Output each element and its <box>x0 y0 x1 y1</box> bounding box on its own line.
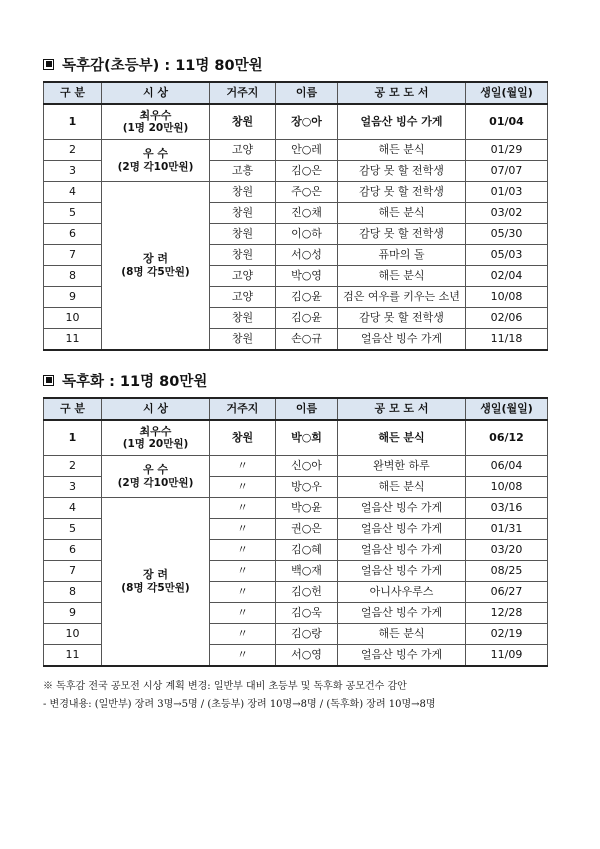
name-cell: 김○헌 <box>276 582 338 603</box>
book-cell: 얼음산 빙수 가게 <box>338 645 466 667</box>
book-cell: 감당 못 할 전학생 <box>338 161 466 182</box>
award-prize: (2명 각10만원) <box>117 476 194 489</box>
region-cell: 고양 <box>210 287 276 308</box>
birthday-cell: 12/28 <box>466 603 548 624</box>
awards-table <box>43 81 548 351</box>
name-cell: 손○규 <box>276 329 338 351</box>
birthday-cell: 10/08 <box>466 477 548 498</box>
name-cell: 김○은 <box>276 161 338 182</box>
award-label: 장 려 <box>142 252 169 266</box>
row-number: 6 <box>44 224 102 245</box>
square-bullet-icon <box>43 375 54 386</box>
birthday-cell: 05/30 <box>466 224 548 245</box>
section-title-text: 독후감(초등부) : 11명 80만원 <box>62 57 263 74</box>
award-cell-excellent <box>102 456 210 498</box>
name-cell: 서○성 <box>276 245 338 266</box>
book-cell: 얼음산 빙수 가게 <box>338 329 466 351</box>
birthday-cell: 03/20 <box>466 540 548 561</box>
book-cell: 감당 못 할 전학생 <box>338 308 466 329</box>
birthday-cell: 01/29 <box>466 140 548 161</box>
name-cell: 백○재 <box>276 561 338 582</box>
award-cell-excellent <box>102 140 210 182</box>
row-number: 11 <box>44 329 102 351</box>
row-number: 6 <box>44 540 102 561</box>
book-cell: 해든 분식 <box>338 140 466 161</box>
region-cell: 고흥 <box>210 161 276 182</box>
birthday-cell: 03/16 <box>466 498 548 519</box>
book-cell: 해든 분식 <box>338 624 466 645</box>
row-number: 3 <box>44 161 102 182</box>
col-header-birthday: 생일(월일) <box>466 82 548 104</box>
row-number: 7 <box>44 245 102 266</box>
book-cell: 감당 못 할 전학생 <box>338 182 466 203</box>
region-cell: 〃 <box>210 561 276 582</box>
region-cell: 〃 <box>210 519 276 540</box>
header-row <box>44 82 548 104</box>
row-number: 11 <box>44 645 102 667</box>
row-number: 10 <box>44 624 102 645</box>
col-header-award: 시 상 <box>102 82 210 104</box>
footnote <box>43 678 563 714</box>
name-cell: 김○윤 <box>276 287 338 308</box>
birthday-cell: 06/04 <box>466 456 548 477</box>
book-cell: 감당 못 할 전학생 <box>338 224 466 245</box>
name-cell: 안○레 <box>276 140 338 161</box>
region-cell: 〃 <box>210 477 276 498</box>
award-cell-encourage <box>102 498 210 667</box>
name-cell: 김○혜 <box>276 540 338 561</box>
col-header-name: 이름 <box>276 82 338 104</box>
table-row <box>44 498 548 519</box>
region-cell: 고양 <box>210 266 276 287</box>
row-number: 10 <box>44 308 102 329</box>
book-cell: 얼음산 빙수 가게 <box>338 540 466 561</box>
award-cell-top <box>102 420 210 456</box>
birthday-cell: 08/25 <box>466 561 548 582</box>
row-number: 3 <box>44 477 102 498</box>
book-cell: 얼음산 빙수 가게 <box>338 519 466 540</box>
birthday-cell: 06/12 <box>466 420 548 456</box>
birthday-cell: 11/09 <box>466 645 548 667</box>
award-label: 최우수 <box>139 424 172 438</box>
name-cell: 주○은 <box>276 182 338 203</box>
book-cell: 해든 분식 <box>338 203 466 224</box>
award-label: 우 수 <box>142 147 169 161</box>
book-cell: 얼음산 빙수 가게 <box>338 498 466 519</box>
name-cell: 서○영 <box>276 645 338 667</box>
row-number: 7 <box>44 561 102 582</box>
name-cell: 박○윤 <box>276 498 338 519</box>
name-cell: 이○하 <box>276 224 338 245</box>
region-cell: 창원 <box>210 182 276 203</box>
row-number: 8 <box>44 582 102 603</box>
book-cell: 얼음산 빙수 가게 <box>338 104 466 140</box>
col-header-birthday: 생일(월일) <box>466 398 548 420</box>
table-row <box>44 140 548 161</box>
region-cell: 〃 <box>210 498 276 519</box>
footnote-line-2: - 변경내용: (일반부) 장려 3명→5명 / (초등부) 장려 10명→8명 / (독후화) 장려 10명→8명 <box>43 699 436 710</box>
book-cell: 아니사우루스 <box>338 582 466 603</box>
book-cell: 해든 분식 <box>338 266 466 287</box>
book-cell: 얼음산 빙수 가게 <box>338 603 466 624</box>
region-cell: 창원 <box>210 203 276 224</box>
birthday-cell: 02/19 <box>466 624 548 645</box>
book-cell: 해든 분식 <box>338 477 466 498</box>
award-prize: (8명 각5만원) <box>121 581 190 594</box>
col-header-book: 공 모 도 서 <box>338 82 466 104</box>
square-bullet-icon <box>43 59 54 70</box>
section-title <box>43 53 547 75</box>
region-cell: 창원 <box>210 308 276 329</box>
birthday-cell: 11/18 <box>466 329 548 351</box>
section-drawing <box>43 369 547 667</box>
name-cell: 박○영 <box>276 266 338 287</box>
award-cell-encourage <box>102 182 210 351</box>
row-number: 1 <box>44 420 102 456</box>
section-title-text: 독후화 : 11명 80만원 <box>62 373 208 390</box>
awards-table <box>43 397 548 667</box>
col-header-name: 이름 <box>276 398 338 420</box>
name-cell: 권○은 <box>276 519 338 540</box>
name-cell: 장○아 <box>276 104 338 140</box>
region-cell: 〃 <box>210 582 276 603</box>
row-number: 4 <box>44 182 102 203</box>
col-header-book: 공 모 도 서 <box>338 398 466 420</box>
birthday-cell: 02/06 <box>466 308 548 329</box>
name-cell: 김○윤 <box>276 308 338 329</box>
region-cell: 〃 <box>210 456 276 477</box>
award-prize: (1명 20만원) <box>122 122 189 135</box>
section-essay <box>43 53 547 351</box>
row-number: 2 <box>44 456 102 477</box>
table-row <box>44 420 548 456</box>
name-cell: 박○희 <box>276 420 338 456</box>
col-header-award: 시 상 <box>102 398 210 420</box>
col-header-no: 구 분 <box>44 398 102 420</box>
region-cell: 〃 <box>210 645 276 667</box>
region-cell: 〃 <box>210 624 276 645</box>
row-number: 9 <box>44 287 102 308</box>
col-header-region: 거주지 <box>210 82 276 104</box>
award-cell-top <box>102 104 210 140</box>
col-header-region: 거주지 <box>210 398 276 420</box>
region-cell: 〃 <box>210 540 276 561</box>
col-header-no: 구 분 <box>44 82 102 104</box>
birthday-cell: 03/02 <box>466 203 548 224</box>
name-cell: 김○욱 <box>276 603 338 624</box>
region-cell: 창원 <box>210 224 276 245</box>
region-cell: 창원 <box>210 104 276 140</box>
name-cell: 김○랑 <box>276 624 338 645</box>
birthday-cell: 06/27 <box>466 582 548 603</box>
row-number: 8 <box>44 266 102 287</box>
birthday-cell: 01/04 <box>466 104 548 140</box>
birthday-cell: 05/03 <box>466 245 548 266</box>
row-number: 5 <box>44 203 102 224</box>
award-prize: (1명 20만원) <box>122 438 189 451</box>
book-cell: 검은 여우를 키우는 소년 <box>338 287 466 308</box>
award-label: 우 수 <box>142 463 169 477</box>
region-cell: 창원 <box>210 420 276 456</box>
name-cell: 신○아 <box>276 456 338 477</box>
table-row <box>44 456 548 477</box>
region-cell: 창원 <box>210 329 276 351</box>
book-cell: 해든 분식 <box>338 420 466 456</box>
birthday-cell: 10/08 <box>466 287 548 308</box>
birthday-cell: 07/07 <box>466 161 548 182</box>
footnote-line-1: ※ 독후감 전국 공모전 시상 계획 변경: 일반부 대비 초등부 및 독후화 공모건수 감안 <box>43 681 407 692</box>
row-number: 4 <box>44 498 102 519</box>
row-number: 9 <box>44 603 102 624</box>
row-number: 2 <box>44 140 102 161</box>
region-cell: 창원 <box>210 245 276 266</box>
birthday-cell: 01/03 <box>466 182 548 203</box>
book-cell: 퓨마의 돌 <box>338 245 466 266</box>
row-number: 1 <box>44 104 102 140</box>
section-title <box>43 369 547 391</box>
award-prize: (2명 각10만원) <box>117 160 194 173</box>
award-label: 장 려 <box>142 568 169 582</box>
header-row <box>44 398 548 420</box>
region-cell: 고양 <box>210 140 276 161</box>
table-row <box>44 104 548 140</box>
book-cell: 얼음산 빙수 가게 <box>338 561 466 582</box>
row-number: 5 <box>44 519 102 540</box>
region-cell: 〃 <box>210 603 276 624</box>
award-label: 최우수 <box>139 108 172 122</box>
birthday-cell: 02/04 <box>466 266 548 287</box>
award-prize: (8명 각5만원) <box>121 265 190 278</box>
table-row <box>44 182 548 203</box>
book-cell: 완벽한 하루 <box>338 456 466 477</box>
name-cell: 방○우 <box>276 477 338 498</box>
birthday-cell: 01/31 <box>466 519 548 540</box>
name-cell: 진○채 <box>276 203 338 224</box>
